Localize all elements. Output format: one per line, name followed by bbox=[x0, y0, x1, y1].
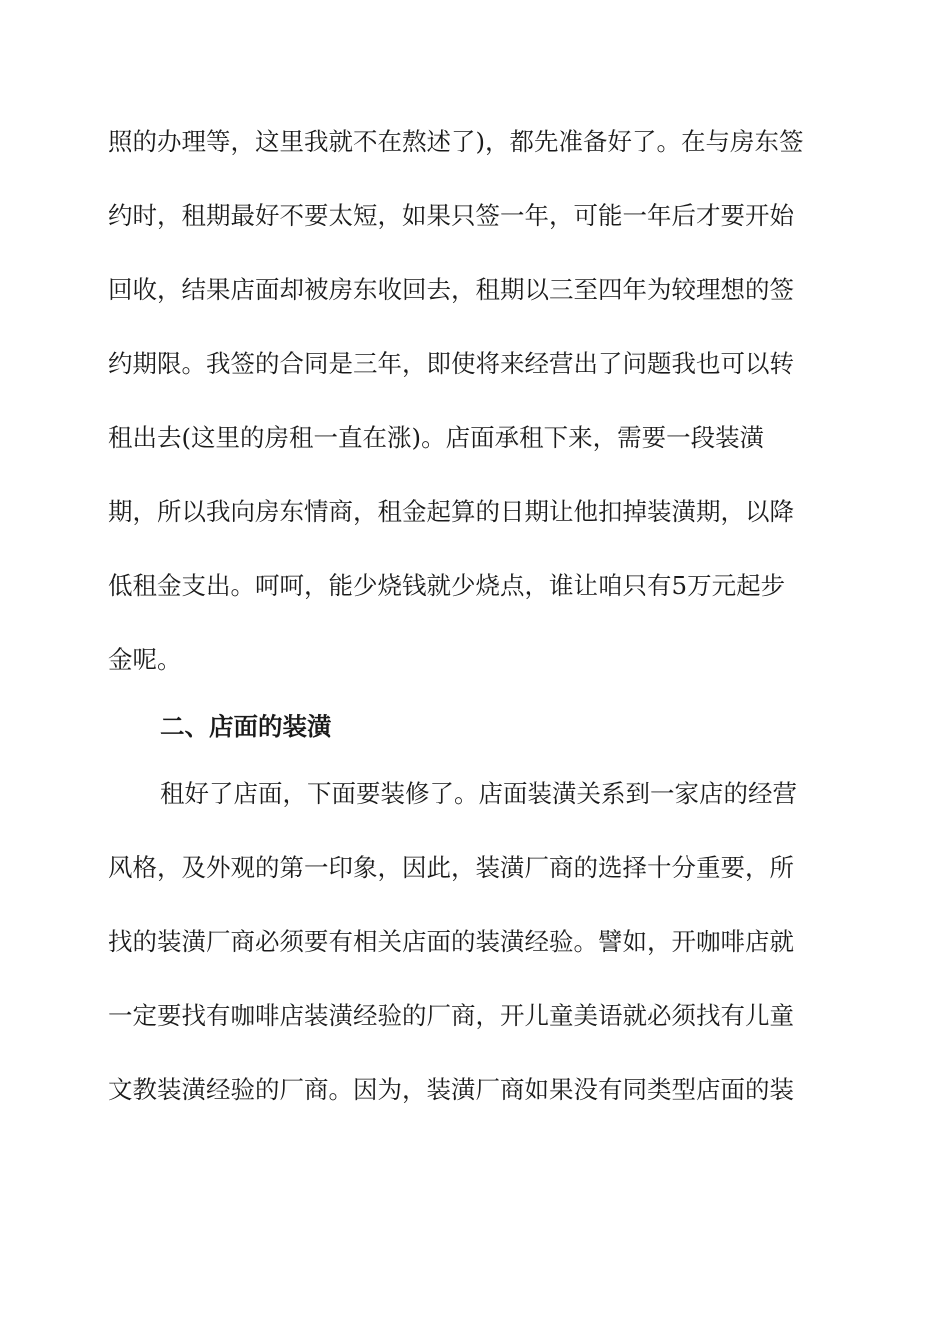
paragraph-line: 低租金支出。呵呵，能少烧钱就少烧点，谁让咱只有5万元起步 bbox=[108, 571, 786, 600]
paragraph-line: 租出去(这里的房租一直在涨)。店面承租下来，需要一段装潢 bbox=[108, 423, 765, 452]
section-heading: 二、店面的装潢 bbox=[160, 712, 332, 741]
paragraph-line: 金呢。 bbox=[108, 645, 182, 674]
paragraph-line: 租好了店面，下面要装修了。店面装潢关系到一家店的经营 bbox=[160, 779, 797, 808]
paragraph-line: 找的装潢厂商必须要有相关店面的装潢经验。譬如，开咖啡店就 bbox=[108, 927, 794, 956]
paragraph-line: 照的办理等，这里我就不在熬述了)，都先准备好了。在与房东签 bbox=[108, 127, 804, 156]
paragraph-line: 风格，及外观的第一印象，因此，装潢厂商的选择十分重要，所 bbox=[108, 853, 794, 882]
paragraph-line: 约期限。我签的合同是三年，即使将来经营出了问题我也可以转 bbox=[108, 349, 794, 378]
paragraph-line: 一定要找有咖啡店装潢经验的厂商，开儿童美语就必须找有儿童 bbox=[108, 1001, 794, 1030]
paragraph-line: 回收，结果店面却被房东收回去，租期以三至四年为较理想的签 bbox=[108, 275, 794, 304]
paragraph-line: 文教装潢经验的厂商。因为，装潢厂商如果没有同类型店面的装 bbox=[108, 1075, 794, 1104]
paragraph-line: 约时，租期最好不要太短，如果只签一年，可能一年后才要开始 bbox=[108, 201, 794, 230]
paragraph-line: 期，所以我向房东情商，租金起算的日期让他扣掉装潢期，以降 bbox=[108, 497, 794, 526]
